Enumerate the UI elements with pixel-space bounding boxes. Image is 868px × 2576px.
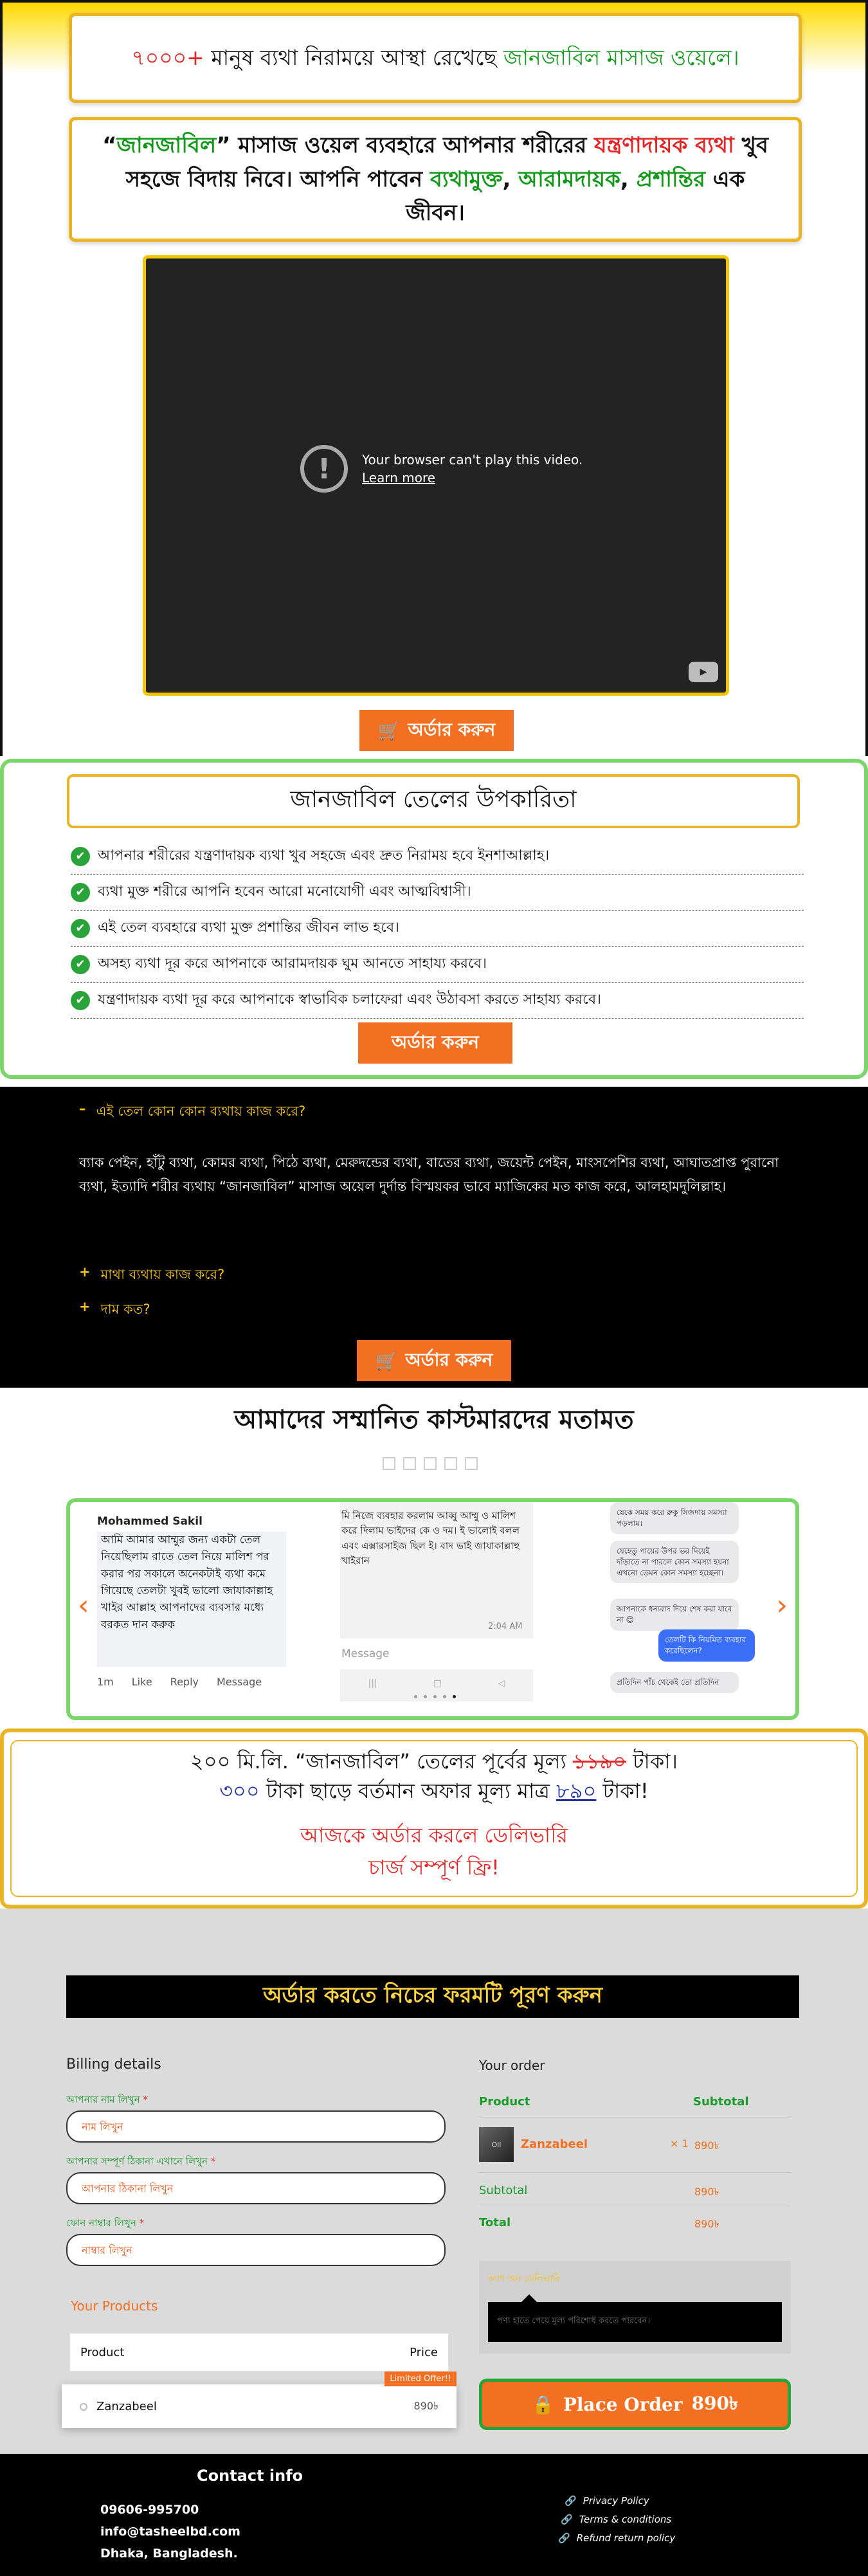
footer [0, 2454, 868, 2576]
benefit-item [71, 947, 804, 983]
divider [479, 2172, 791, 2173]
intro-part-2: খুব সহজে বিদায় নিবে। আপনি পাবেন [125, 132, 768, 192]
name-field-label [66, 2092, 148, 2109]
reviews-title: আমাদের সম্মানিত কাস্টমারদের মতামত [234, 1405, 634, 1435]
delivery-line-1: আজকে অর্ডার করলে ডেলিভারি [300, 1823, 568, 1847]
address-input[interactable] [66, 2172, 446, 2204]
headline [131, 43, 739, 73]
place-order-label: Place Order [563, 2393, 683, 2415]
benefit-item [71, 983, 804, 1019]
footer-links [558, 2491, 676, 2547]
review-carousel [66, 1498, 799, 1720]
products-header-price: Price [410, 2345, 438, 2359]
place-order-amount: 890৳ [691, 2392, 738, 2414]
payment-method-box [479, 2261, 791, 2354]
star-icon [424, 1457, 437, 1470]
total-value: 890৳ [694, 2218, 719, 2230]
review-card-3 [584, 1502, 789, 1701]
phone-field-label [66, 2216, 144, 2232]
benefit-text: আপনার শরীরের যন্ত্রণাদায়ক ব্যথা খুব সহজে এবং দ্রুত নিরাময় হবে ইনশাআল্লাহ। [98, 848, 550, 864]
terms-link[interactable] [561, 2510, 675, 2528]
link-label: Refund return policy [576, 2532, 676, 2544]
offer-discount-line [4, 1775, 864, 1810]
benefit-item [71, 875, 804, 911]
contact-email[interactable]: info@tasheelbd.com [100, 2525, 240, 2539]
carousel-dot[interactable] [424, 1695, 427, 1698]
contact-title: Contact info [197, 2467, 303, 2485]
phone-label-text: ফোন নাম্বার লিখুন [66, 2217, 136, 2229]
subtotal-value: 890৳ [694, 2186, 719, 2198]
order-button-benefits[interactable] [358, 1022, 512, 1064]
order-button-hero[interactable] [359, 710, 514, 751]
expand-icon: + [79, 1299, 91, 1314]
video-player[interactable] [143, 255, 729, 696]
reviews-section [0, 1388, 868, 1728]
intro-pain: যন্ত্রণাদায়ক ব্যথা [594, 132, 734, 158]
expand-icon: + [79, 1264, 91, 1280]
required-mark: * [210, 2155, 216, 2167]
review-time: 1m [97, 1676, 114, 1688]
carousel-dots [414, 1695, 456, 1698]
products-header-product: Product [80, 2345, 125, 2359]
hero-section [0, 0, 868, 756]
faq-question-3-label: দাম কত? [100, 1302, 150, 1317]
carousel-next-icon[interactable]: › [776, 1589, 788, 1622]
contact-address: Dhaka, Bangladesh. [100, 2546, 238, 2561]
benefit-item [71, 911, 804, 947]
billing-title: Billing details [66, 2056, 161, 2073]
discount-amount: ৩০০ [219, 1779, 260, 1803]
check-icon: ✔ [71, 847, 90, 866]
benefits-section [0, 759, 868, 1079]
product-thumbnail: Oil [479, 2127, 514, 2162]
message-placeholder: Message [341, 1647, 390, 1660]
benefit-text: অসহ্য ব্যথা দূর করে আপনাকে আরামদায়ক ঘুম আনতে সাহায্য করবে। [98, 956, 487, 972]
check-icon: ✔ [71, 883, 90, 902]
chat-bubble: আপনাকে ধন্যবাদ দিয়ে শেষ করা যাবে না 😊 [610, 1599, 739, 1631]
intro-sep-2: , [620, 166, 637, 192]
free-delivery-text [4, 1820, 864, 1883]
product-radio[interactable] [80, 2403, 87, 2411]
intro-word-peace: প্রশান্তির [636, 166, 705, 192]
headline-box [69, 13, 802, 103]
cart-icon: 🛒 [375, 1350, 398, 1372]
review-text: মি নিজে ব্যবহার করলাম আব্বু আম্মু ও মালিশ করে দিলাম ভাইদের কে ও দম। ই ভালোই বলল এবং এক্সারসাইজ ছিল ই। বাদ ভাই জাযাকাল্লাহু খাইরান [341, 1510, 520, 1566]
check-icon: ✔ [71, 919, 90, 938]
benefit-item [71, 839, 804, 875]
benefits-title: জানজাবিল তেলের উপকারিতা [290, 786, 577, 813]
old-price: ১১৯০ [572, 1749, 626, 1773]
delivery-line-2: চার্জ সম্পূর্ণ ফ্রি! [368, 1855, 500, 1880]
order-button-label: অর্ডার করুন [392, 1031, 479, 1053]
carousel-dot[interactable] [443, 1695, 446, 1698]
benefit-text: ব্যথা মুক্ত শরীরে আপনি হবেন আরো মনোযোগী এবং আত্মবিশ্বাসী। [98, 884, 471, 900]
review-card-1 [89, 1502, 294, 1701]
carousel-dot-active[interactable] [453, 1695, 456, 1698]
payment-method-title[interactable]: ক্যাশ অন ডেলিভারি [488, 2274, 561, 2284]
faq-question-1-label: এই তেল কোন কোন ব্যথায় কাজ করে? [96, 1103, 306, 1119]
refund-policy-link[interactable] [558, 2528, 675, 2547]
required-mark: * [139, 2217, 145, 2229]
faq-question-1[interactable] [79, 1101, 305, 1123]
collapse-icon: – [79, 1101, 86, 1116]
products-table [69, 2333, 449, 2449]
products-header [69, 2333, 449, 2372]
order-button-label: অর্ডার করুন [405, 1348, 493, 1370]
offer-section [0, 1728, 868, 1909]
place-order-button[interactable] [479, 2379, 791, 2430]
benefit-text: এই তেল ব্যবহারে ব্যথা মুক্ত প্রশান্তির জীবন লাভ হবে। [98, 920, 399, 936]
product-option-name: Zanzabeel [96, 2399, 157, 2413]
intro-text [95, 129, 775, 230]
like-link: Like [131, 1676, 152, 1688]
learn-more-link[interactable]: Learn more [362, 470, 436, 485]
checkout-section [0, 1909, 868, 2454]
intro-word-painfree: ব্যথামুক্ত [429, 166, 503, 192]
benefits-title-box [67, 774, 800, 828]
intro-part-1: ” মাসাজ ওয়েল ব্যবহারে আপনার শরীরের [216, 132, 595, 158]
order-line-total: 890৳ [694, 2139, 719, 2152]
notch [521, 2294, 537, 2302]
review-card-2 [340, 1502, 533, 1701]
reviewer-name: Mohammed Sakil [97, 1515, 203, 1528]
link-icon: 🔗 [561, 2513, 573, 2525]
products-title: Your Products [71, 2298, 158, 2314]
cart-icon: 🛒 [377, 720, 401, 741]
check-icon: ✔ [71, 955, 90, 974]
limited-offer-badge: Limited Offer!! [384, 2372, 457, 2386]
address-label-text: আপনার সম্পূর্ণ ঠিকানা এখানে লিখুন [66, 2155, 208, 2167]
headline-text: মানুষ ব্যথা নিরাময়ে আস্থা রেখেছে [204, 44, 503, 70]
order-button-label: অর্ডার করুন [408, 718, 496, 740]
order-button-faq[interactable] [357, 1340, 511, 1381]
order-qty: × 1 [670, 2137, 689, 2150]
product-option-price: 890৳ [413, 2399, 439, 2412]
benefits-list [71, 839, 804, 1019]
carousel-prev-icon[interactable]: ‹ [78, 1589, 89, 1622]
offer-taka-1: টাকা। [626, 1749, 678, 1773]
headline-brand: জানজাবিল মাসাজ ওয়েলে। [503, 44, 739, 70]
review-text: আমি আমার আম্মুর জন্য একটা তেল নিয়েছিলাম রাতে তেল নিয়ে মালিশ পর করার পর সকালে অনেকটাই ব্যথা কমে গিয়েছে তেলটা খুবই ভালো জাযাকাল্লাহ খাইর আল্লাহ আপনাদের ব্যবসার মধ্যে বরকত দান করুক [97, 1532, 286, 1667]
order-product-name: Zanzabeel [521, 2137, 588, 2151]
faq-question-2[interactable] [79, 1264, 224, 1287]
link-label: Terms & conditions [579, 2513, 672, 2525]
total-label: Total [479, 2216, 511, 2229]
carousel-dot[interactable] [414, 1695, 417, 1698]
youtube-logo-icon[interactable]: ▶ [689, 662, 718, 682]
phone-input[interactable] [66, 2234, 446, 2266]
form-title: অর্ডার করতে নিচের ফরমটি পূরণ করুন [66, 1975, 799, 2018]
offer-taka-2: টাকা! [596, 1779, 649, 1803]
name-input[interactable] [66, 2110, 446, 2143]
link-icon: 🔗 [565, 2494, 577, 2507]
rating-placeholder [383, 1457, 478, 1470]
message-bar [340, 1638, 533, 1669]
offer-size-text: ২০০ মি.লি. “জানজাবিল” তেলের পূর্বের মূল্য [190, 1749, 573, 1773]
carousel-dot[interactable] [433, 1695, 437, 1698]
star-icon [383, 1457, 395, 1470]
link-icon: 🔗 [558, 2532, 570, 2544]
faq-answer-1: ব্যাক পেইন, হাঁটু ব্যথা, কোমর ব্যথা, পিঠে ব্যথা, মেরুদন্ডের ব্যথা, বাতের ব্যথা, জয়েন্ট পেইন, মাংসপেশির ব্যথা, আঘাতপ্রাপ্ত পুরানো ব্যথা, ইত্যাদি শরীর ব্যথায় “জানজাবিল” মাসাজ অয়েল দুর্দান্ত বিস্ময়কর ভাবে ম্যাজিকের মত কাজ করে, আলহামদুলিল্লাহ। [79, 1155, 779, 1194]
faq-section [0, 1087, 868, 1388]
product-option[interactable] [62, 2374, 457, 2428]
address-field-label [66, 2154, 215, 2170]
customer-count: ৭০০০+ [131, 44, 204, 70]
video-error [300, 445, 583, 493]
order-product-head: Product [479, 2095, 530, 2109]
review-meta [97, 1676, 286, 1688]
faq-question-2-label: মাথা ব্যথায় কাজ করে? [100, 1267, 225, 1282]
back-icon: ◁ [498, 1678, 505, 1689]
phone-nav-bar [340, 1671, 533, 1696]
check-icon: ✔ [71, 991, 90, 1010]
chat-bubble: যেহেতু পায়ের উপর ভর দিয়েই দাঁড়াতে না পারলে কোন সমস্যা হয়না এখনো তেমন কোন সমস্যা হচ্ছেনা। [610, 1541, 739, 1583]
intro-brand: জানজাবিল [116, 132, 217, 158]
star-icon [403, 1457, 416, 1470]
intro-word-comfort: আরামদায়ক [518, 166, 620, 192]
chat-bubble: যেকে সময় করে রুকু সিজদায় সমস্যা পড়লাম। [610, 1502, 739, 1534]
contact-phone[interactable]: 09606-995700 [100, 2503, 199, 2517]
benefit-text: যন্ত্রণাদায়ক ব্যথা দূর করে আপনাকে স্বাভাবিক চলাফেরা এবং উঠাবসা করতে সাহায্য করবে। [98, 992, 602, 1008]
intro-sep-1: , [502, 166, 519, 192]
reply-link: Reply [170, 1676, 199, 1688]
name-label-text: আপনার নাম লিখুন [66, 2094, 140, 2105]
required-mark: * [143, 2094, 148, 2105]
quote-open: “ [102, 132, 117, 158]
payment-method-description: পণ্য হাতে পেয়ে মূল্য পরিশোধ করতে পারবেন। [488, 2302, 782, 2342]
faq-question-3[interactable] [79, 1299, 150, 1321]
home-icon: □ [433, 1678, 442, 1689]
chat-bubble: তেলটি কি নিয়মিত ব্যবহার করেছিলেন? [658, 1629, 755, 1662]
intro-part-3: এক জীবন। [406, 166, 745, 226]
star-icon [465, 1457, 478, 1470]
privacy-policy-link[interactable] [565, 2491, 675, 2510]
message-link: Message [216, 1676, 262, 1688]
your-order-title: Your order [479, 2058, 545, 2073]
warning-icon: ! [300, 445, 348, 493]
lock-icon: 🔒 [531, 2393, 554, 2415]
intro-box [69, 117, 802, 242]
message-time: 2:04 AM [488, 1622, 523, 1631]
order-subtotal-head: Subtotal [693, 2095, 749, 2109]
subtotal-label: Subtotal [479, 2184, 528, 2197]
menu-icon: ||| [368, 1678, 377, 1689]
video-error-message: Your browser can't play this video. [362, 452, 583, 467]
new-price: ৮৯০ [556, 1779, 597, 1803]
star-icon [444, 1457, 457, 1470]
offer-mid-text: টাকা ছাড়ে বর্তমান অফার মূল্য মাত্র [259, 1779, 557, 1803]
chat-bubble: প্রতিদিন পাঁচ থেকেই তো প্রতিদিন [610, 1672, 739, 1693]
link-label: Privacy Policy [583, 2494, 649, 2507]
